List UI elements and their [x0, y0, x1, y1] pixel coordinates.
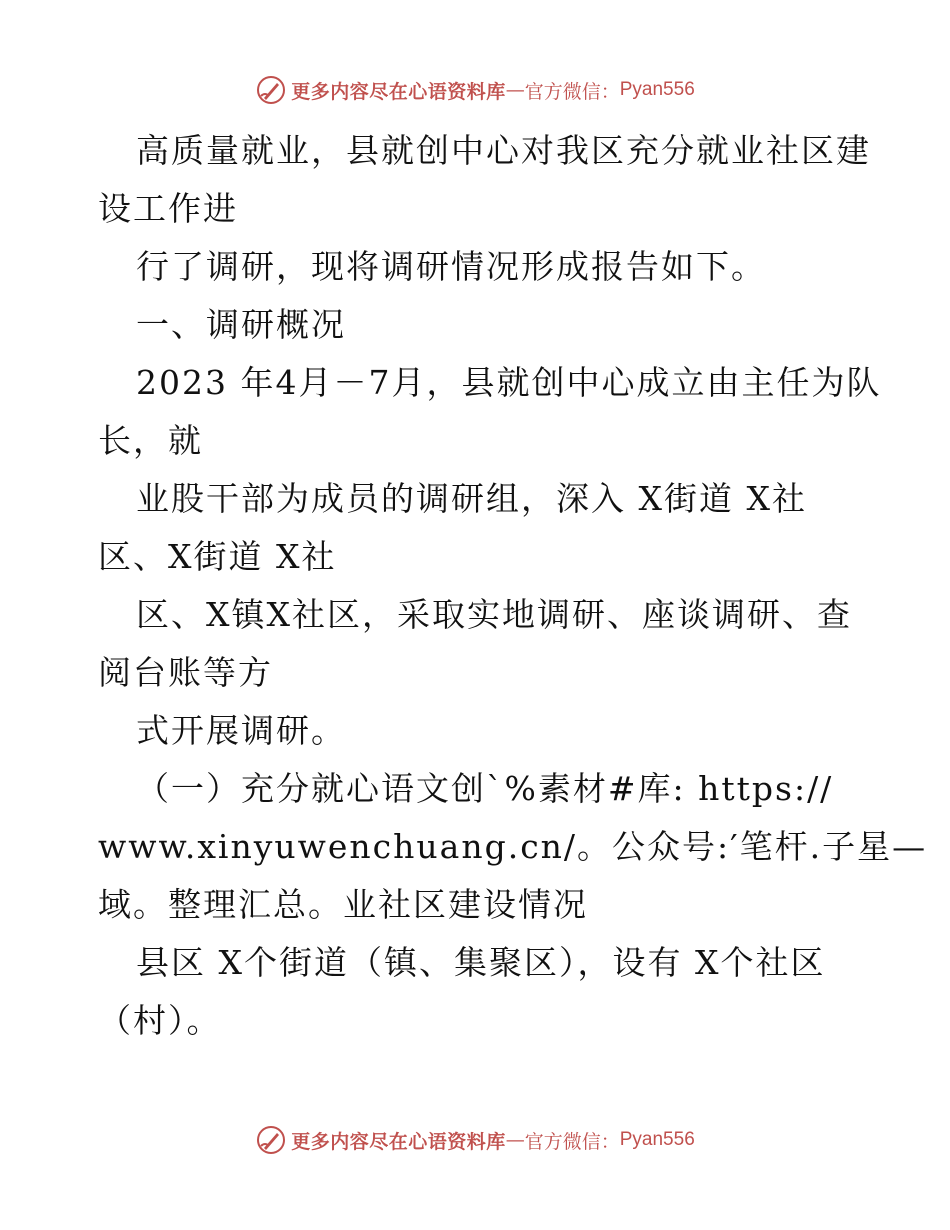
body-line: www.xinyuwenchuang.cn/。公众号:′笔杆.子星— — [98, 827, 928, 866]
body-line: 区、X街道 X社 — [98, 537, 337, 576]
header-banner-id: Pyan556 — [619, 79, 695, 100]
footer-banner-id: Pyan556 — [619, 1129, 695, 1150]
header-banner-main: 更多内容尽在心语资料库 — [291, 80, 506, 103]
body-line: 2023 年4月－7月，县就创中心成立由主任为队 — [136, 363, 882, 402]
body-line: 阅台账等方 — [98, 653, 273, 692]
footer-banner — [0, 1120, 950, 1160]
body-line: 区、X镇X社区，采取实地调研、座谈调研、查 — [136, 595, 852, 634]
footer-banner-dash: — — [505, 1129, 525, 1151]
section-heading: 一、调研概况 — [136, 305, 346, 344]
quill-logo-icon — [255, 1124, 287, 1156]
subsection-heading: （一）充分就心语文创`%素材#库: https:// — [136, 769, 834, 808]
body-line: 域。整理汇总。业社区建设情况 — [98, 885, 588, 924]
body-line: （村）。 — [98, 1001, 222, 1040]
body-line: 设工作进 — [98, 189, 238, 228]
footer-banner-official: 官方微信： — [524, 1130, 620, 1153]
body-line: 县区 X个街道（镇、集聚区），设有 X个社区 — [136, 943, 826, 982]
footer-banner-main: 更多内容尽在心语资料库 — [291, 1130, 506, 1153]
body-line: 式开展调研。 — [136, 711, 346, 750]
header-banner-official: 官方微信： — [524, 80, 620, 103]
body-line: 行了调研，现将调研情况形成报告如下。 — [136, 247, 766, 286]
document-body — [98, 122, 928, 1050]
body-line: 高质量就业，县就创中心对我区充分就业社区建 — [136, 131, 871, 170]
body-line: 业股干部为成员的调研组，深入 X街道 X社 — [136, 479, 807, 518]
header-banner — [0, 70, 950, 110]
body-line: 长，就 — [98, 421, 203, 460]
quill-logo-icon — [255, 74, 287, 106]
header-banner-dash: — — [505, 79, 525, 101]
